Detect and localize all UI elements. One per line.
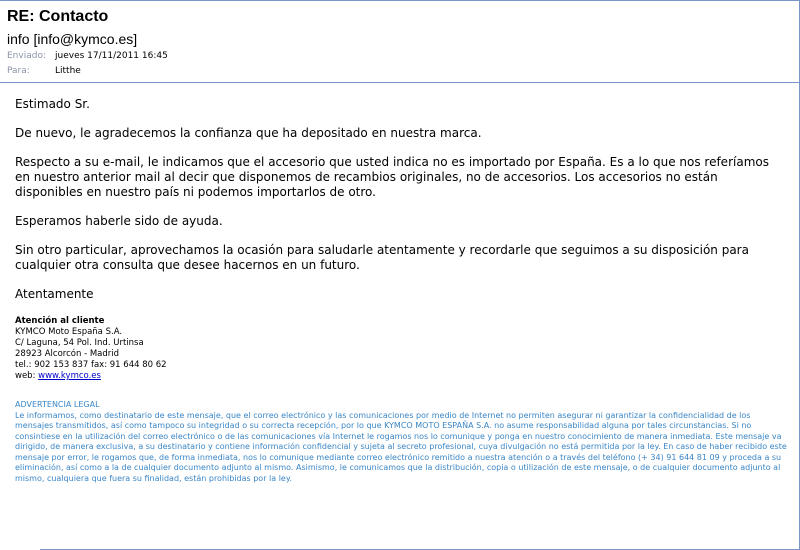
email-header <box>0 1 799 83</box>
to-row <box>7 64 799 78</box>
legal-notice <box>15 400 790 484</box>
header-divider <box>0 82 799 83</box>
signature-address-2: 28923 Alcorcón - Madrid <box>15 349 120 359</box>
sent-label: Enviado: <box>7 51 46 61</box>
paragraph-1: De nuevo, le agradecemos la confianza que ha depositado en nuestra marca. <box>15 126 482 140</box>
paragraph-4: Sin otro particular, aprovechamos la ocasión para saludarle atentamente y recordarle que seguimos a su disposición para cualquier otra consulta que desee hacernos en un futuro. <box>15 243 749 272</box>
signature-address-1: C/ Laguna, 54 Pol. Ind. Urtinsa <box>15 338 144 348</box>
signature-web-row <box>15 371 785 382</box>
signature-company: KYMCO Moto España S.A. <box>15 327 123 337</box>
greeting: Estimado Sr. <box>15 97 90 111</box>
legal-text: Le informamos, como destinatario de este mensaje, que el correo electrónico y las comunicaciones por medio de Internet no permiten asegurar ni garantizar la confidencialidad de los mensajes transmitidos, así como tampoco su integridad o su correcta recepción, por lo que KYMCO MOTO ESPAÑA S.A. no asume responsabilidad alguna por tales circunstancias. Si no consintiese en la utilización del correo electrónico o de las comunicaciones vía Internet le rogamos nos lo comunique y ponga en nuestro conocimiento de manera inmediata. Este mensaje va dirigido, de manera exclusiva, a su destinatario y contiene información confidencial y sujeta al secreto profesional, cuya divulgación no está permitida por la ley. En caso de haber recibido este mensaje por error, le rogamos que, de forma inmediata, nos lo comunique mediante correo electrónico remitido a nuestra atención o a través del teléfono (+ 34) 91 644 81 09 y proceda a su eliminación, así como a la de cualquier documento adjunto al mismo. Asimismo, le comunicamos que la distribución, copia o utilización de este mensaje, o de cualquier documento adjunto al mismo, cualquiera que fuera su finalidad, están prohibidas por la ley. <box>15 410 787 483</box>
signature-title: Atención al cliente <box>15 316 105 326</box>
email-subject: RE: Contacto <box>7 8 109 25</box>
email-sender[interactable]: info [info@kymco.es] <box>7 31 138 47</box>
signature-web-label: web: <box>15 371 36 381</box>
paragraph-2: Respecto a su e-mail, le indicamos que el accesorio que usted indica no es importado por España. Es a lo que nos referíamos en nuestro anterior mail al decir que disponemos de recambios originales, no de accesorios. Los accesorios no están disponibles en nuestro país ni podemos importarlos de otro. <box>15 155 769 199</box>
signature <box>15 316 785 382</box>
to-label: Para: <box>7 66 30 76</box>
to-value[interactable]: Litthe <box>55 66 81 76</box>
closing: Atentamente <box>15 287 94 301</box>
signature-web-link[interactable]: www.kymco.es <box>38 371 101 381</box>
signature-phone: tel.: 902 153 837 fax: 91 644 80 62 <box>15 360 167 370</box>
email-body <box>15 97 785 484</box>
legal-title: ADVERTENCIA LEGAL <box>15 400 100 409</box>
sent-row <box>7 49 799 63</box>
paragraph-3: Esperamos haberle sido de ayuda. <box>15 214 223 228</box>
sent-value: jueves 17/11/2011 16:45 <box>55 51 168 61</box>
